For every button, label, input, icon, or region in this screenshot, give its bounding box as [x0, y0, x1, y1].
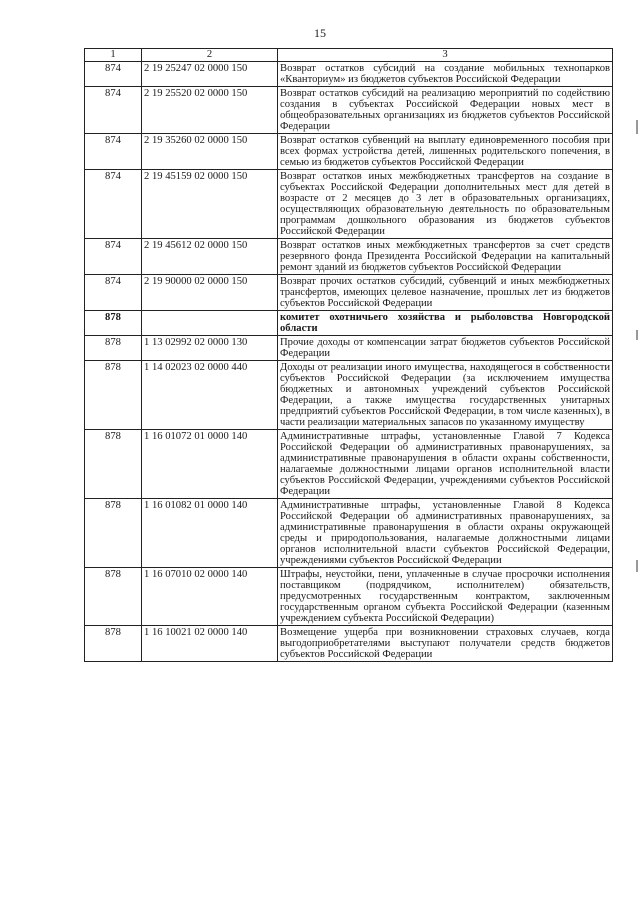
- budget-code-cell: [142, 311, 278, 336]
- description-cell: комитет охотничьего хозяйства и рыболовства Новгородской области: [278, 311, 613, 336]
- table-row: [85, 87, 613, 134]
- admin-code-cell: 878: [85, 499, 142, 568]
- admin-code-cell: 874: [85, 134, 142, 170]
- admin-code-cell: 874: [85, 62, 142, 87]
- budget-code-cell: 2 19 45159 02 0000 150: [142, 170, 278, 239]
- budget-revenue-table: [84, 48, 613, 662]
- table-row: [85, 499, 613, 568]
- description-cell: Возмещение ущерба при возникновении страховых случаев, когда выгодоприобретателями выступают получатели средств бюджетов субъектов Российской Федерации: [278, 626, 613, 662]
- table-row: [85, 568, 613, 626]
- budget-code-cell: 2 19 25247 02 0000 150: [142, 62, 278, 87]
- admin-code-cell: 874: [85, 87, 142, 134]
- budget-code-cell: 2 19 45612 02 0000 150: [142, 239, 278, 275]
- description-cell: Возврат остатков иных межбюджетных трансфертов за счет средств резервного фонда Президента Российской Федерации на капитальный ремонт зданий из бюджетов субъектов Российской Федерации: [278, 239, 613, 275]
- table-row: [85, 62, 613, 87]
- admin-code-cell: 878: [85, 568, 142, 626]
- admin-code-cell: 878: [85, 430, 142, 499]
- description-cell: Административные штрафы, установленные Главой 7 Кодекса Российской Федерации об административных правонарушениях, за административные правонарушения в области охраны собственности, налагаемые должностными лицами органов исполнительной власти субъектов Российской Федерации, учреждениями субъектов Российской Федерации: [278, 430, 613, 499]
- budget-code-cell: 1 14 02023 02 0000 440: [142, 361, 278, 430]
- budget-code-cell: 1 16 01072 01 0000 140: [142, 430, 278, 499]
- admin-code-cell: 878: [85, 336, 142, 361]
- column-header-1: 1: [85, 49, 142, 62]
- admin-code-cell: 878: [85, 626, 142, 662]
- page-number: 15: [314, 26, 326, 40]
- admin-code-cell: 878: [85, 361, 142, 430]
- table-row: [85, 170, 613, 239]
- admin-code-cell: 878: [85, 311, 142, 336]
- table-row: [85, 361, 613, 430]
- description-cell: Доходы от реализации иного имущества, находящегося в собственности субъектов Российской Федерации (за исключением имущества бюджетных и автономных учреждений субъектов Российской Федерации, а также имущества государственных унитарных предприятий субъектов Российской Федерации, в том числе казенных), в части реализации материальных запасов по указанному имуществу: [278, 361, 613, 430]
- budget-code-cell: 1 16 01082 01 0000 140: [142, 499, 278, 568]
- admin-code-cell: 874: [85, 275, 142, 311]
- description-cell: Возврат остатков субвенций на выплату единовременного пособия при всех формах устройства детей, лишенных родительского попечения, в семью из бюджетов субъектов Российской Федерации: [278, 134, 613, 170]
- description-cell: Возврат прочих остатков субсидий, субвенций и иных межбюджетных трансфертов, имеющих целевое назначение, прошлых лет из бюджетов субъектов Российской Федерации: [278, 275, 613, 311]
- admin-code-cell: 874: [85, 239, 142, 275]
- scan-edge-mark: [636, 560, 638, 572]
- column-header-3: 3: [278, 49, 613, 62]
- description-cell: Возврат остатков иных межбюджетных трансфертов на создание в субъектах Российской Федерации дополнительных мест для детей в возрасте от 2 месяцев до 3 лет в образовательных организациях, осуществляющих образовательную деятельность по образовательным программам дошкольного образования из бюджетов субъектов Российской Федерации: [278, 170, 613, 239]
- table-row: [85, 336, 613, 361]
- budget-code-cell: 2 19 35260 02 0000 150: [142, 134, 278, 170]
- description-cell: Административные штрафы, установленные Главой 8 Кодекса Российской Федерации об административных правонарушениях, за административные правонарушения в области охраны окружающей среды и природопользования, налагаемые должностными лицами органов исполнительной власти субъектов Российской Федерации, учреждениями субъектов Российской Федерации: [278, 499, 613, 568]
- table-header-row: [85, 49, 613, 62]
- column-header-2: 2: [142, 49, 278, 62]
- scan-edge-mark: [636, 120, 638, 134]
- table-row: [85, 311, 613, 336]
- table-row: [85, 134, 613, 170]
- table-row: [85, 626, 613, 662]
- description-cell: Возврат остатков субсидий на реализацию мероприятий по содействию создания в субъектах Российской Федерации новых мест в общеобразовательных организациях из бюджетов субъектов Российской Федерации: [278, 87, 613, 134]
- description-cell: Возврат остатков субсидий на создание мобильных технопарков «Кванториум» из бюджетов субъектов Российской Федерации: [278, 62, 613, 87]
- admin-code-cell: 874: [85, 170, 142, 239]
- table-row: [85, 430, 613, 499]
- budget-code-cell: 1 13 02992 02 0000 130: [142, 336, 278, 361]
- description-cell: Штрафы, неустойки, пени, уплаченные в случае просрочки исполнения поставщиком (подрядчиком, исполнителем) обязательств, предусмотренных государственным контрактом, заключенным государственным органом субъекта Российской Федерации (казенным учреждением субъекта Российской Федерации): [278, 568, 613, 626]
- budget-code-cell: 2 19 25520 02 0000 150: [142, 87, 278, 134]
- budget-code-cell: 2 19 90000 02 0000 150: [142, 275, 278, 311]
- table-row: [85, 275, 613, 311]
- description-cell: Прочие доходы от компенсации затрат бюджетов субъектов Российской Федерации: [278, 336, 613, 361]
- budget-code-cell: 1 16 10021 02 0000 140: [142, 626, 278, 662]
- scan-edge-mark: [636, 330, 638, 340]
- table-row: [85, 239, 613, 275]
- budget-code-cell: 1 16 07010 02 0000 140: [142, 568, 278, 626]
